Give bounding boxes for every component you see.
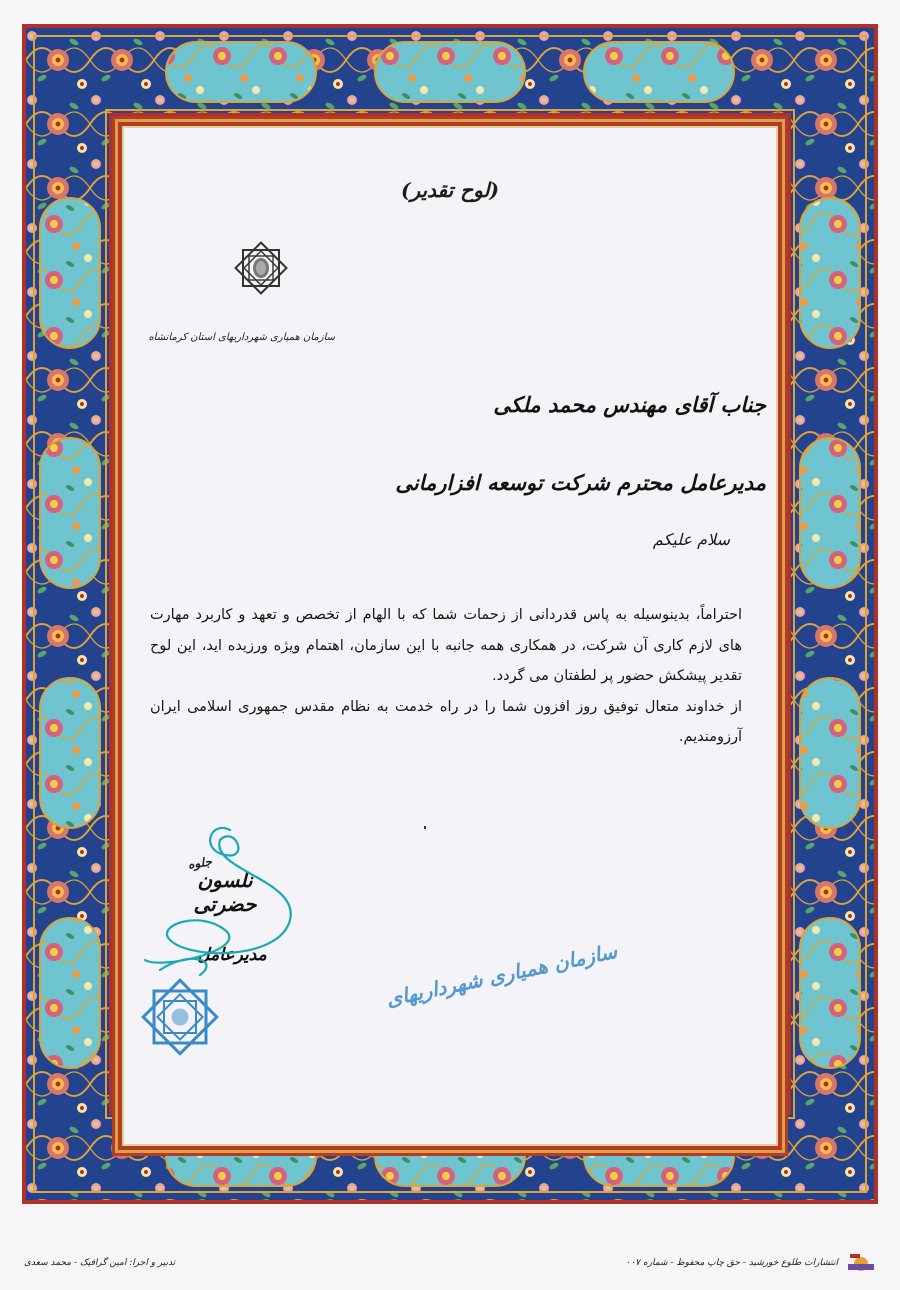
organization-stamp bbox=[140, 938, 620, 1075]
signer-name: نلسون حضرتی bbox=[193, 868, 257, 916]
recipient-role: مدیرعامل محترم شرکت توسعه افزارمانی bbox=[395, 470, 766, 495]
ink-dot bbox=[424, 826, 426, 829]
signer-role: مدیرعامل bbox=[197, 945, 267, 965]
certificate-body bbox=[150, 600, 742, 753]
organization-name: سازمان همیاری شهرداریهای استان کرمانشاه bbox=[148, 332, 335, 343]
organization-logo-icon bbox=[229, 236, 293, 300]
footer-credit: تدبیر و اجرا: امین گرافیک - محمد سعدی bbox=[24, 1258, 176, 1268]
greeting: سلام علیکم bbox=[652, 530, 730, 549]
recipient-name: جناب آقای مهندس محمد ملکی bbox=[493, 392, 766, 417]
svg-text:سازمان همیاری شهرداریهای: سازمان همیاری شهرداریهای bbox=[384, 938, 620, 1012]
body-paragraph: احتراماً، بدینوسیله به پاس قدردانی از زحمات شما که با الهام از تخصص و تعهد و کاربرد مهارت های لازم کاری آن شرکت، در همکاری همه جانبه با این سازمان، اهتمام ویژه ورزیده اید، این لوح تقدیر پیشکش حضور پر لطفتان می گردد. bbox=[150, 607, 742, 684]
body-paragraph: از خداوند متعال توفیق روز افزون شما را در راه خدمت به نظام مقدس جمهوری اسلامی ایران آرزومندیم. bbox=[150, 698, 742, 745]
footer-publisher: انتشارات طلوع خورشید - حق چاپ محفوظ - شماره ۰۰۷ bbox=[625, 1258, 838, 1268]
signer-title: جلوه bbox=[187, 854, 213, 872]
publisher-logo-icon bbox=[846, 1250, 876, 1272]
certificate-title: (لوح تقدیر) bbox=[400, 178, 499, 202]
